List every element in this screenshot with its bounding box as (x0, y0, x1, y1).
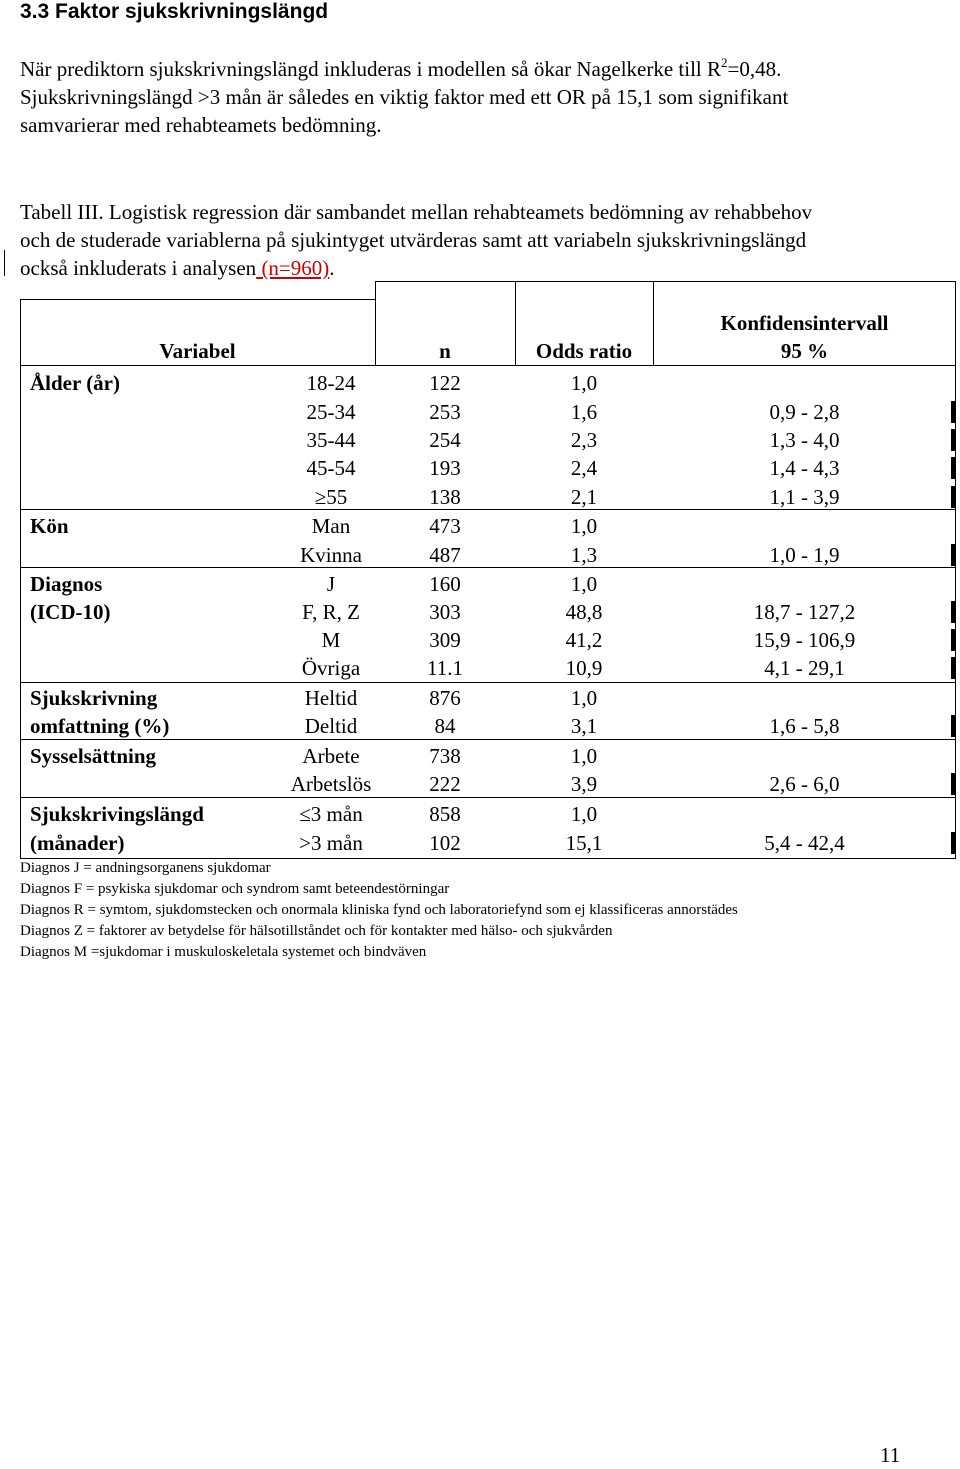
cell-or: 15,1 (565, 831, 603, 855)
cell-or: 10,9 (565, 656, 603, 680)
table-top-border-n (375, 281, 515, 282)
cell-n: 858 (429, 802, 461, 826)
header-ci-line-2: 95 % (780, 339, 829, 363)
cell-n: 876 (429, 686, 461, 710)
intro-line-1-value: =0,48. (727, 57, 782, 81)
header-variabel: Variabel (159, 339, 236, 363)
cell-or: 1,3 (570, 543, 598, 567)
cell-n: 309 (429, 628, 461, 652)
table-caption (20, 198, 812, 282)
intro-line-2: Sjukskrivningslängd >3 mån är således en viktig faktor med ett OR på 15,1 som signifikant (20, 85, 789, 109)
cell-n: 253 (429, 400, 461, 424)
cell-or: 1,0 (570, 686, 598, 710)
cell-level: Deltid (304, 714, 358, 738)
caption-line-3-text: också inkluderats i analysen (20, 256, 257, 280)
cell-level: Övriga (301, 656, 361, 680)
cell-or: 1,0 (570, 371, 598, 395)
cell-ci: 18,7 - 127,2 (753, 600, 856, 624)
cell-or: 3,9 (570, 772, 598, 796)
cell-or: 2,3 (570, 428, 598, 452)
intro-line-1-text: När prediktorn sjukskrivningslängd inkluderas i modellen så ökar Nagelkerke till R (20, 57, 722, 81)
cell-n: 473 (429, 514, 461, 538)
cell-level: ≤3 mån (299, 802, 363, 826)
cell-group: Ålder (år) (30, 371, 120, 395)
cell-n: 102 (429, 831, 461, 855)
footnote-line: Diagnos J = andningsorganens sjukdomar (20, 860, 271, 876)
cell-group: omfattning (%) (30, 714, 170, 738)
cell-n: 303 (429, 600, 461, 624)
cell-n: 487 (429, 543, 461, 567)
r-squared-superscript: 2 (721, 55, 728, 70)
footnote-line: Diagnos Z = faktorer av betydelse för hälsotillståndet och för kontakter med hälso- och sjukvården (20, 923, 613, 939)
footnote-line: Diagnos M =sjukdomar i muskuloskeletala systemet och bindväven (20, 944, 427, 960)
footnote-line: Diagnos R = symtom, sjukdomstecken och onormala kliniska fynd och laboratoriefynd som ej klassificeras annorstädes (20, 902, 738, 918)
header-odds-ratio: Odds ratio (535, 339, 633, 363)
cell-ci: 2,6 - 6,0 (769, 772, 840, 796)
table-top-border-left (20, 299, 375, 300)
cell-ci: 1,6 - 5,8 (769, 714, 840, 738)
cell-n: 254 (429, 428, 461, 452)
footnote-line: Diagnos F = psykiska sjukdomar och syndrom samt beteendestörningar (20, 881, 450, 897)
cell-level: 18-24 (306, 371, 356, 395)
regression-table (20, 281, 956, 859)
cell-or: 3,1 (570, 714, 598, 738)
revision-change-bar (4, 250, 5, 276)
cell-level: Heltid (304, 686, 358, 710)
cell-level: Kvinna (300, 543, 362, 567)
cell-n: 193 (429, 456, 461, 480)
header-n: n (439, 339, 451, 363)
cell-or: 48,8 (565, 600, 603, 624)
cell-or: 1,0 (570, 572, 598, 596)
cell-n: 138 (429, 485, 461, 509)
cell-level: Arbete (302, 744, 360, 768)
cell-group: (ICD-10) (30, 600, 111, 624)
cell-ci: 15,9 - 106,9 (753, 628, 856, 652)
cell-level: Arbetslös (290, 772, 372, 796)
cell-or: 2,4 (570, 456, 598, 480)
cell-or: 2,1 (570, 485, 598, 509)
caption-line-3-end: . (329, 256, 335, 280)
page-number: 11 (880, 1443, 901, 1467)
cell-n: 122 (429, 371, 461, 395)
cell-ci: 1,3 - 4,0 (769, 428, 840, 452)
cell-group: Sjukskrivning (30, 686, 158, 710)
cell-ci: 1,4 - 4,3 (769, 456, 840, 480)
intro-line-1 (20, 55, 788, 83)
cell-or: 1,0 (570, 744, 598, 768)
tracked-insertion: (n=960) (256, 256, 330, 280)
cell-group: Diagnos (30, 572, 103, 596)
cell-level: 25-34 (306, 400, 356, 424)
cell-level: ≥55 (314, 485, 348, 509)
cell-group: Sjukskrivingslängd (30, 802, 204, 826)
cell-group: Sysselsättning (30, 744, 157, 768)
cell-or: 1,0 (570, 802, 598, 826)
cell-level: J (326, 572, 336, 596)
cell-ci: 4,1 - 29,1 (764, 656, 845, 680)
cell-or: 1,0 (570, 514, 598, 538)
cell-n: 738 (429, 744, 461, 768)
header-bottom-border (20, 365, 956, 366)
table-left-border (20, 299, 21, 859)
footnotes (20, 858, 738, 963)
cell-level: F, R, Z (302, 600, 360, 624)
cell-ci: 0,9 - 2,8 (769, 400, 840, 424)
cell-or: 1,6 (570, 400, 598, 424)
group-divider (20, 682, 956, 683)
intro-paragraph (20, 55, 788, 139)
cell-group: (månader) (30, 831, 125, 855)
cell-level: Man (311, 514, 351, 538)
cell-level: M (321, 628, 341, 652)
intro-line-3: samvarierar med rehabteamets bedömning. (20, 113, 382, 137)
cell-level: 45-54 (306, 456, 356, 480)
cell-group: Kön (30, 514, 69, 538)
cell-n: 84 (434, 714, 456, 738)
caption-line-3 (20, 254, 812, 282)
cell-ci: 5,4 - 42,4 (764, 831, 845, 855)
cell-n: 160 (429, 572, 461, 596)
cell-n: 222 (429, 772, 461, 796)
cell-n: 11.1 (427, 656, 463, 680)
caption-line-1: Tabell III. Logistisk regression där sambandet mellan rehabteamets bedömning av rehabbehov (20, 200, 813, 224)
table-top-border-ci (515, 281, 956, 282)
cell-or: 41,2 (565, 628, 603, 652)
caption-line-2: och de studerade variablerna på sjukintyget utvärderas samt att variabeln sjukskrivningslängd (20, 228, 807, 252)
cell-ci: 1,0 - 1,9 (769, 543, 840, 567)
cell-level: >3 mån (299, 831, 363, 855)
section-heading: 3.3 Faktor sjukskrivningslängd (20, 0, 329, 23)
cell-ci: 1,1 - 3,9 (769, 485, 840, 509)
cell-level: 35-44 (306, 428, 356, 452)
header-ci-line-1: Konfidensintervall (720, 311, 889, 335)
